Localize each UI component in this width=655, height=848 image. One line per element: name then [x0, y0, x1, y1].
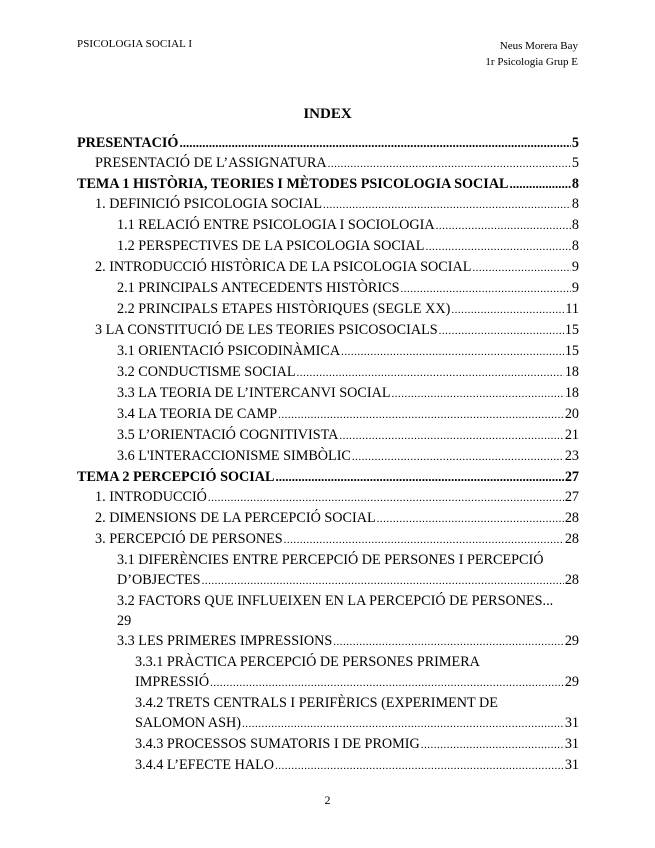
- dot-leader: [400, 279, 570, 299]
- dot-leader: [297, 363, 564, 383]
- toc-entry-label: 3.1 ORIENTACIÓ PSICODINÀMICA: [117, 343, 341, 359]
- page-number-footer: 2: [324, 793, 331, 807]
- toc-page-number: 27: [564, 469, 579, 485]
- toc-entry[interactable]: [77, 404, 579, 425]
- toc-entry-label: 3.4.4 L’EFECTE HALO: [135, 757, 274, 773]
- toc-entry-label: 3 LA CONSTITUCIÓ DE LES TEORIES PSICOSOCIALS: [95, 322, 438, 338]
- toc-page-number: 28: [564, 572, 579, 588]
- dot-leader: [333, 632, 564, 652]
- toc-entry[interactable]: [77, 362, 579, 383]
- toc-entry-label: 2.1 PRINCIPALS ANTECEDENTS HISTÒRICS: [117, 280, 400, 296]
- toc-entry[interactable]: [77, 755, 579, 776]
- dot-leader: [202, 571, 564, 591]
- toc-entry-label: TEMA 2 PERCEPCIÓ SOCIAL: [77, 469, 275, 485]
- toc-entry-label: 1. INTRODUCCIÓ: [95, 489, 207, 505]
- toc-page-number: 9: [571, 280, 579, 296]
- dot-leader: [179, 133, 570, 153]
- toc-entry-label-continued: D’OBJECTES: [117, 572, 201, 588]
- toc-entry[interactable]: [77, 174, 579, 194]
- toc-entry[interactable]: [77, 320, 579, 341]
- header-course-title: PSICOLOGIA SOCIAL I: [77, 38, 193, 50]
- toc-page-number: 15: [564, 343, 579, 359]
- dot-leader: [275, 467, 563, 487]
- toc-entry[interactable]: [77, 341, 579, 362]
- toc-entry-label: TEMA 1 HISTÒRIA, TEORIES I MÈTODES PSICOLOGIA SOCIAL: [77, 176, 509, 192]
- dot-leader: [439, 321, 564, 341]
- toc-page-number: 18: [564, 385, 579, 401]
- toc-page-number: 8: [571, 176, 579, 192]
- toc-page-number: 21: [564, 427, 579, 443]
- dot-leader: [328, 154, 571, 174]
- toc-entry[interactable]: [77, 446, 579, 467]
- toc-page-number: 8: [571, 217, 579, 233]
- dot-leader: [208, 488, 564, 508]
- toc-page-number: 29: [564, 633, 579, 649]
- toc-entry[interactable]: [77, 299, 579, 320]
- dot-leader: [278, 405, 564, 425]
- toc-page-number: 18: [564, 364, 579, 380]
- toc-entry[interactable]: [77, 550, 579, 591]
- toc-entry-label-continued: SALOMON ASH): [135, 715, 242, 731]
- toc-entry[interactable]: [77, 529, 579, 550]
- toc-page-number: 29: [564, 674, 579, 690]
- toc-entry[interactable]: [77, 383, 579, 404]
- header-group: 1r Psicologia Grup E: [485, 56, 578, 68]
- dot-leader: [451, 300, 564, 320]
- dot-leader: [341, 342, 564, 362]
- dot-leader: [377, 509, 564, 529]
- toc-entry[interactable]: [77, 257, 579, 278]
- toc-entry-label: 2.2 PRINCIPALS ETAPES HISTÒRIQUES (SEGLE XX): [117, 301, 451, 317]
- dot-leader: [284, 530, 564, 550]
- dot-leader: [425, 237, 570, 257]
- toc-entry-label: 3.3 LES PRIMERES IMPRESSIONS: [117, 633, 333, 649]
- toc-entry-label-continued: IMPRESSIÓ: [135, 674, 210, 690]
- toc-page-number: 5: [571, 135, 579, 151]
- toc-page-number: 9: [571, 259, 579, 275]
- toc-entry-label: 2. INTRODUCCIÓ HISTÒRICA DE LA PSICOLOGIA SOCIAL: [95, 259, 472, 275]
- toc-entry[interactable]: [77, 693, 579, 734]
- dot-leader: [352, 447, 564, 467]
- toc-entry-label: 3.2 FACTORS QUE INFLUEIXEN EN LA PERCEPCIÓ DE PERSONES...: [117, 593, 554, 609]
- toc-entry[interactable]: [77, 467, 579, 487]
- toc-page-number: 28: [564, 510, 579, 526]
- toc-entry-label: PRESENTACIÓ DE L’ASSIGNATURA: [95, 155, 327, 171]
- toc-entry-label: 3.1 DIFERÈNCIES ENTRE PERCEPCIÓ DE PERSONES I PERCEPCIÓ: [117, 552, 544, 568]
- toc-entry[interactable]: [77, 236, 579, 257]
- toc-page-number: 28: [564, 531, 579, 547]
- dot-leader: [242, 714, 564, 734]
- header-author-name: Neus Morera Bay: [499, 40, 578, 52]
- toc-entry[interactable]: [77, 591, 579, 631]
- toc-entry[interactable]: [77, 278, 579, 299]
- index-title: INDEX: [303, 106, 352, 122]
- toc-entry-label: 3.5 L’ORIENTACIÓ COGNITIVISTA: [117, 427, 339, 443]
- toc-page-number: 15: [564, 322, 579, 338]
- toc-page-number: 8: [571, 238, 579, 254]
- dot-leader: [510, 174, 571, 194]
- toc-entry-label: 3.2 CONDUCTISME SOCIAL: [117, 364, 296, 380]
- toc-page-number: 31: [564, 757, 579, 773]
- toc-entry[interactable]: [77, 194, 579, 215]
- toc-entry-label: 1.2 PERSPECTIVES DE LA PSICOLOGIA SOCIAL: [117, 238, 425, 254]
- toc-page-number: 23: [564, 448, 579, 464]
- toc-page-number: 8: [571, 196, 579, 212]
- toc-entry[interactable]: [77, 631, 579, 652]
- toc-entry-label: 3.4.3 PROCESSOS SUMATORIS I DE PROMIG: [135, 736, 420, 752]
- toc-entry[interactable]: [77, 425, 579, 446]
- toc-entry[interactable]: [77, 133, 579, 153]
- dot-leader: [275, 756, 564, 776]
- toc-page-number: 27: [564, 489, 579, 505]
- toc-entry-label: PRESENTACIÓ: [77, 135, 179, 151]
- toc-entry[interactable]: [77, 487, 579, 508]
- toc-entry-label: 3.3.1 PRÀCTICA PERCEPCIÓ DE PERSONES PRIMERA: [135, 654, 480, 670]
- toc-entry-label: 1.1 RELACIÓ ENTRE PSICOLOGIA I SOCIOLOGIA: [117, 217, 435, 233]
- dot-leader: [323, 195, 571, 215]
- header-author-block: [485, 38, 578, 70]
- dot-leader: [436, 216, 571, 236]
- toc-entry-label: 3.6 L'INTERACCIONISME SIMBÒLIC: [117, 448, 351, 464]
- toc-entry[interactable]: [77, 734, 579, 755]
- toc-entry-label: 3.4 LA TEORIA DE CAMP: [117, 406, 278, 422]
- toc-page-number: 20: [564, 406, 579, 422]
- toc-entry[interactable]: [77, 652, 579, 693]
- dot-leader: [472, 258, 571, 278]
- toc-page-number: 5: [571, 155, 579, 171]
- dot-leader: [339, 426, 563, 446]
- toc-entry-label: 3. PERCEPCIÓ DE PERSONES: [95, 531, 283, 547]
- toc-entry[interactable]: [77, 153, 579, 174]
- toc-entry[interactable]: [77, 508, 579, 529]
- dot-leader: [210, 673, 564, 693]
- toc-page-number: 29: [117, 613, 132, 629]
- toc-entry-label: 3.3 LA TEORIA DE L’INTERCANVI SOCIAL: [117, 385, 391, 401]
- toc-entry[interactable]: [77, 215, 579, 236]
- toc-page-number: 31: [564, 715, 579, 731]
- toc-page-number: 11: [565, 301, 579, 317]
- dot-leader: [392, 384, 564, 404]
- toc-page-number: 31: [564, 736, 579, 752]
- toc-entry-label: 1. DEFINICIÓ PSICOLOGIA SOCIAL: [95, 196, 323, 212]
- toc-entry-label: 2. DIMENSIONS DE LA PERCEPCIÓ SOCIAL: [95, 510, 376, 526]
- toc-entry-label: 3.4.2 TRETS CENTRALS I PERIFÈRICS (EXPERIMENT DE: [135, 695, 498, 711]
- table-of-contents: [77, 133, 579, 776]
- dot-leader: [421, 735, 564, 755]
